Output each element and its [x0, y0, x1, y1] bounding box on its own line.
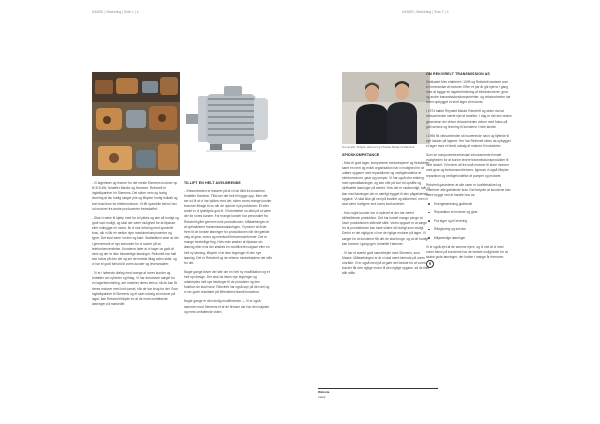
people-photo — [342, 72, 430, 144]
col3-paragraph: - Med et godt lager, kompetente medarbejdere og fleksibilitet samt en nem og enkel organisation har vi mulighed for at udføre opgaver med reparationer og vedligeholdelse af elektromotorer, gear og pumper. Vi har også stor erfaring med specialløsninger, og kan ofte på kort tid opstille og idriftsætte løsninger på stedet. Hvis det er nødvendigt, står vi klar med løsninger der er særligt bygget til den pågældende opgave. Vi skal ikke gå ned på kvalitet og sikkerhed, men vi skal være hurtigere end vores konkurrenter. — [342, 160, 430, 206]
col4-closing-text: Vi er også ejet af de samme ejere, og vi ved at vi med vores fokus på kunderne har de bedste muligheder for at skabe gode løsninger, der holder i mange år fremover. — [426, 244, 508, 259]
col4-paragraph: Rekvirelt garanterer at alle varer er kvalitetssikret og efterlever alle gældende krav. Det betyder at kunderne kan være trygge ved at handle hos os: — [426, 182, 511, 197]
col4-closing — [426, 245, 512, 268]
column-2-text — [184, 181, 272, 319]
bullet-item: Energimærkning godkendt — [426, 202, 512, 207]
bullet-item: Reparation af motorer og gear — [426, 210, 512, 215]
col1-paragraph: - Vi lagerfører og leverer for det meste Siemens motorer op til 315 kW, fortæller Maxke og Hammer. Rekvirelt er logistikpartner for Siemens. Det sikrer nem og hurtig levering at lav hurtig sørget pris og tilbyder hurtig indkøb og kort lead-time for elektromotorer. Vi får specielle behov hos ud motorer fra andre producenter fremskaffet. — [92, 181, 178, 211]
bullet-item: Rådgivning og service — [426, 227, 512, 232]
electric-motor-photo — [184, 72, 272, 176]
footer-divider — [318, 388, 438, 389]
end-mark-icon: R — [426, 260, 434, 268]
col2-paragraph: Nogle gange bliver der tale om en helt ny modifikation og et helt nyt design. Der skal da laves nye tegninger og udarbejdes helt nye løsninger til de produkter og den funktion de skal have. Rekvirelt har også styr på den del og vi ser gode resultater på tilfredshed blandt kunderne. — [184, 269, 270, 295]
col3-paragraph: - Vi har et stærkt godt samarbejde med Siemens, som Maske. Målsætningen er at vi skal være førende på vores område. Vi er også med på at gøre det bedste for at vores kunder får den rigtige motor til den rigtige opgave, så de ikke står stille. — [342, 250, 430, 276]
col3-heading: SPIDSKOMPETANCE — [342, 153, 380, 157]
footer-line-1: Website — [318, 390, 330, 394]
bullet-list — [426, 202, 512, 241]
page-header-left: DANSK | Marketing | Side 1 | 4 — [92, 10, 139, 14]
col2-paragraph: Nogle gange er det utrolig modificerede — Vi er også sammen med Siemens et af de firmaer der har den højeste og mest omfattende viden. — [184, 299, 270, 314]
col3-paragraph: - Hos nogle kunder har vi oplevet at der har været stillestående produktion. Det har kostet mange penge at have produktionen stående stille. Vores opgave er at sørge for at produktionen kan køre videre så hurtigt som muligt. Derfor er det vigtigt at vi har de rigtige motorer på lager. Vi sørger for at kunderne får det de skal bruge, og at de hurtigt kan komme i gang igen, fortæller Hammer. — [342, 210, 429, 246]
page-header-right: DANSK | Marketing | Side 2 | 4 — [402, 10, 449, 14]
col4-paragraph: I 1974 købte Reynald Maske Rekvirelt og siden da har virksomheden været ejet af familien. I dag er det den anden generation der driver virksomheden videre med fokus på god service og levering til kunderne i hele landet. — [426, 109, 512, 129]
column-1-text — [92, 181, 179, 311]
bullet-item: Fra lager og til levering — [426, 219, 512, 224]
bullet-item: Miljøvenlige løsninger — [426, 236, 512, 241]
col1-paragraph: - Skal vi være til hjælp med for at lykkes og ske så hurtigt og godt som muligt, og skal der være mulighed for at tilpasse eller ombygge en motor, fik vi stor erfaring med specielle krav, når vi får en række dyre maskinerkomponenter og typer. Det skal være i orden og klart. Statistikken viser at det i gennemsnit er syv sekunder for vi svarer på en telefonhenvendelse. Kunderne føler at vi tager os godt af dem og der er ikke besværlige løsninger. Rekvirelt har haft stor fokus på den del og ser de bedste tiltag siden sidst, og vi har et godt forhold til vores kunder og leverandører. — [92, 215, 179, 267]
column-4-text — [426, 72, 512, 272]
photo-caption: Fra venstre: Torbjørn Hammer og Christian Maske fra Rekvirelt. — [342, 146, 415, 149]
col4-paragraph: Som en komponentleverandør introducerede firmaet muligheden for at kunne levere transmissionsprodukter til hele landet. Vi leverer alt fra små motorer til store motorer med gear og frekvensomformere, ligesom vi også tilbyder reparation og vedligeholdelse af pumper og motorer. — [426, 152, 510, 178]
workshop-photo — [92, 72, 180, 176]
col2-heading: TILLIFT EN HELT AVELBRENDE — [184, 181, 241, 185]
column-3-text — [342, 153, 430, 280]
col1-paragraph: - Vi er i løbende dialog med mange af vores kunder og fortæller om nyheder og tiltag. Vi har derudover sørget for en lagerbeholdning, der matcher deres behov, så de kan få deres motorer med kort varsel, når de har brug for det. Som logistikpartner til Siemens og et stort udvalg af motorer på lager, kan Rekvirelt tilbyde en af de mest omfattende løsninger på markedet. — [92, 271, 178, 307]
footer-line-2: motor — [318, 395, 326, 399]
col4-paragraph: Selskabet blev etableret i 1995 og Rekvirelt startede som en leverandør af motorer. Efter et par år gik ejerne i gang med at bygge en lagerbeholdning af elektromotorer, gear og andre transmissionskomponenter, og virksomheden har siden opbygget et stort lager af motorer. — [426, 79, 511, 105]
col2-paragraph: - Virksomheden er baseret på at vi har tillid fra kunderne, fortæller Hammer. Tillid ser det helt til bygge-opp. Men det ser ud til at vi har lykkes med det, siden vores mange kunder kommer tilbage til os når de oplever nye problemer. Et eller andet er vi tydeligvis god til. Vi bestræber os altid på at være der for vores kunder. For mange kunder har personalet fra Rekvirelt gået gennem hele produktionen. Målsætningen er at optimalisere transmissionsløsningen. Vi prøver at finde frem til de bedste løsninger for produktionen når det gælder valg af gear, motor og eventuelt frekvensomformer. Det er mange forskellige ting. Hvis man ønsker at tilpasse sin løsning eller hvis der ønskes en modificeret udgave eller en helt ny løsning, tilbyder vi at lave tegninger til den nye løsning. Det er Rekvirelt og de erfarne medarbejdere der står for det. — [184, 188, 272, 265]
col4-heading: OM REKVIRELT TRANSMISSION AS — [426, 72, 490, 76]
col4-paragraph: I 1996 fik virksomheden sit nuværende navn og flyttede til nye lokaler på lageret. Her har Rekvirelt siden da opbygget et lager med et bredt udvalg af motorer til industrien. — [426, 133, 511, 148]
